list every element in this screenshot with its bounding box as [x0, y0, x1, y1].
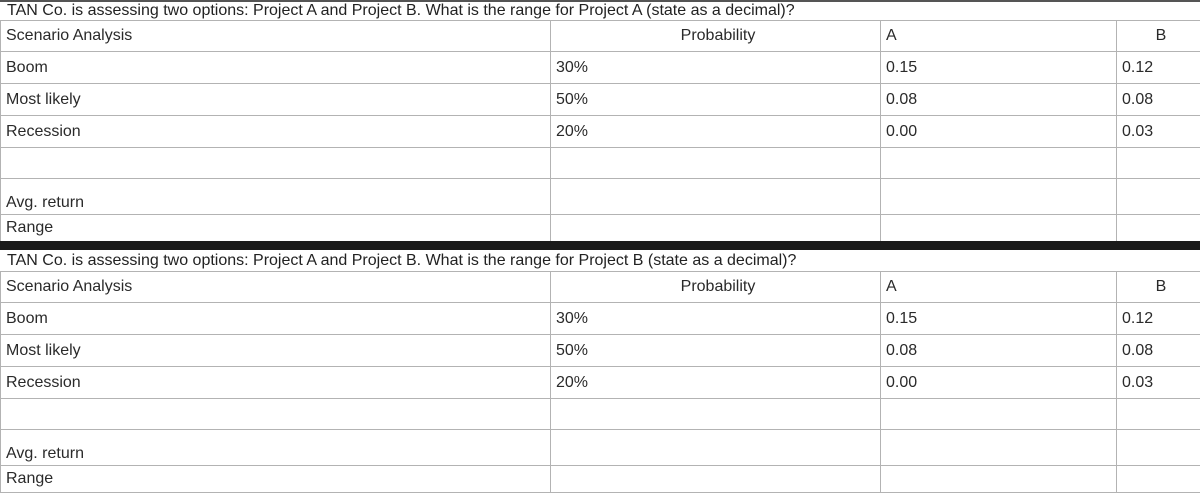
question-text: TAN Co. is assessing two options: Project A and Project B. What is the range for Project B (state as a decimal)?	[7, 252, 797, 269]
table-header-row	[1, 21, 1200, 52]
header-b: B	[1117, 21, 1200, 52]
blank-cell	[551, 399, 881, 430]
scenario-table	[0, 271, 1200, 493]
question-text: TAN Co. is assessing two options: Project A and Project B. What is the range for Project A (state as a decimal)?	[0, 0, 1200, 20]
avg-return-row	[1, 430, 1200, 466]
probability-cell: 50%	[551, 335, 881, 367]
avg-return-cell	[551, 179, 881, 215]
question-block-project-b	[0, 251, 1200, 493]
table-header-row	[1, 272, 1200, 303]
header-probability: Probability	[551, 272, 881, 303]
blank-cell	[1, 399, 551, 430]
range-b-cell	[1117, 215, 1200, 242]
range-label: Range	[1, 466, 551, 493]
return-b-cell: 0.12	[1117, 303, 1200, 335]
blank-cell	[551, 148, 881, 179]
blank-cell	[881, 148, 1117, 179]
avg-return-label: Avg. return	[1, 179, 551, 215]
range-label: Range	[1, 215, 551, 242]
range-cell	[551, 215, 881, 242]
table-row	[1, 52, 1200, 84]
scenario-table	[0, 20, 1200, 242]
return-a-cell: 0.15	[881, 303, 1117, 335]
return-b-cell: 0.08	[1117, 84, 1200, 116]
blank-row	[1, 399, 1200, 430]
blank-cell	[1, 148, 551, 179]
header-a: A	[881, 21, 1117, 52]
scenario-cell: Most likely	[1, 84, 551, 116]
return-a-cell: 0.08	[881, 335, 1117, 367]
question-block-project-a	[0, 0, 1200, 242]
scenario-cell: Most likely	[1, 335, 551, 367]
avg-return-label: Avg. return	[1, 430, 551, 466]
range-a-cell	[881, 215, 1117, 242]
avg-return-cell	[551, 430, 881, 466]
blank-row	[1, 148, 1200, 179]
return-b-cell: 0.08	[1117, 335, 1200, 367]
avg-return-a-cell	[881, 430, 1117, 466]
table-row	[1, 335, 1200, 367]
scenario-cell: Recession	[1, 116, 551, 148]
probability-cell: 20%	[551, 116, 881, 148]
return-a-cell: 0.15	[881, 52, 1117, 84]
return-b-cell: 0.03	[1117, 367, 1200, 399]
blank-cell	[881, 399, 1117, 430]
probability-cell: 50%	[551, 84, 881, 116]
header-a: A	[881, 272, 1117, 303]
header-scenario: Scenario Analysis	[1, 21, 551, 52]
return-a-cell: 0.08	[881, 84, 1117, 116]
range-row	[1, 215, 1200, 242]
return-a-cell: 0.00	[881, 367, 1117, 399]
return-b-cell: 0.12	[1117, 52, 1200, 84]
blank-cell	[1117, 148, 1200, 179]
return-a-cell: 0.00	[881, 116, 1117, 148]
scenario-cell: Boom	[1, 303, 551, 335]
avg-return-a-cell	[881, 179, 1117, 215]
table-row	[1, 367, 1200, 399]
header-b: B	[1117, 272, 1200, 303]
blank-cell	[1117, 399, 1200, 430]
section-divider	[0, 241, 1200, 250]
range-a-cell	[881, 466, 1117, 493]
probability-cell: 30%	[551, 303, 881, 335]
avg-return-b-cell	[1117, 430, 1200, 466]
avg-return-row	[1, 179, 1200, 215]
table-row	[1, 116, 1200, 148]
table-row	[1, 84, 1200, 116]
table-row	[1, 303, 1200, 335]
range-b-cell	[1117, 466, 1200, 493]
header-probability: Probability	[551, 21, 881, 52]
probability-cell: 20%	[551, 367, 881, 399]
return-b-cell: 0.03	[1117, 116, 1200, 148]
range-row	[1, 466, 1200, 493]
scenario-cell: Recession	[1, 367, 551, 399]
range-cell	[551, 466, 881, 493]
avg-return-b-cell	[1117, 179, 1200, 215]
probability-cell: 30%	[551, 52, 881, 84]
scenario-cell: Boom	[1, 52, 551, 84]
header-scenario: Scenario Analysis	[1, 272, 551, 303]
